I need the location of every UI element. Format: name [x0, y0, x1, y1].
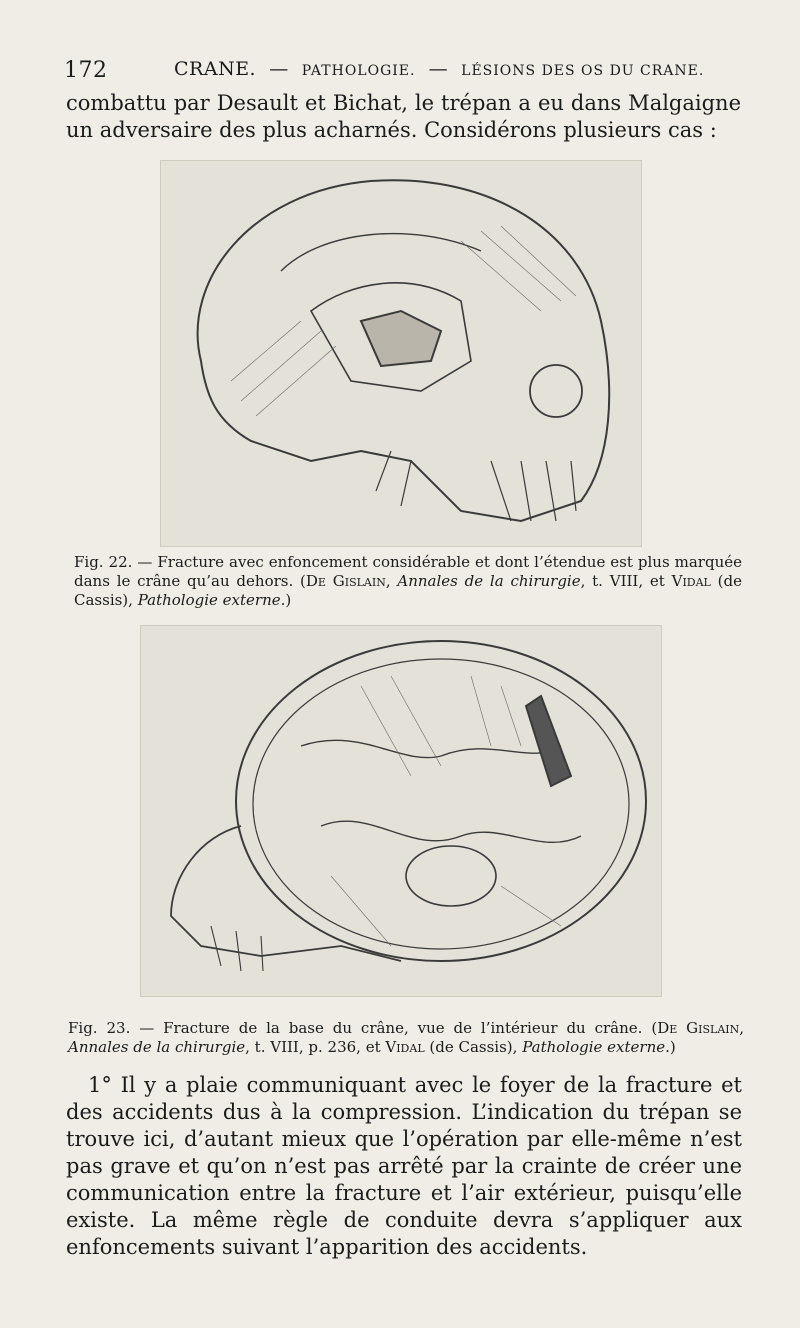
caption-second-author: Vidal	[671, 572, 711, 590]
caption-journal: Annales de la chirurgie	[397, 572, 581, 590]
skull-lateral-illustration	[161, 161, 641, 546]
running-head-separator: —	[428, 58, 449, 80]
figure-22-caption	[74, 553, 742, 610]
running-head-main: CRANE.	[174, 58, 257, 80]
figure-22-skull-lateral	[160, 160, 642, 547]
caption-work: Pathologie externe	[522, 1038, 666, 1056]
caption-work: Pathologie externe	[137, 591, 281, 609]
caption-text: — Fracture avec enfoncement considérable et dont l’étendue est plus marquée dans le crâne qu’au dehors. (	[74, 553, 742, 590]
caption-journal: Annales de la chirurgie	[68, 1038, 246, 1056]
skull-base-illustration	[141, 626, 661, 996]
figure-23-skull-base	[140, 625, 662, 997]
caption-author: De Gislain	[305, 572, 386, 590]
lead-paragraph: combattu par Desault et Bichat, le trépan a eu dans Malgaigne un adversaire des plus acharnés. Considérons plusieurs cas :	[66, 91, 741, 142]
caption-second-author: Vidal	[385, 1038, 425, 1056]
running-header	[64, 58, 744, 84]
running-head-section: PATHOLOGIE.	[301, 63, 416, 79]
caption-separator: ,	[739, 1019, 745, 1037]
running-head	[174, 58, 704, 80]
figure-23-caption	[68, 1019, 744, 1057]
caption-text: — Fracture de la base du crâne, vue de l’intérieur du crâne. (	[139, 1019, 658, 1037]
caption-closing: .)	[665, 1038, 676, 1056]
page-number: 172	[64, 58, 108, 83]
caption-closing: .)	[280, 591, 292, 609]
caption-place: (de Cassis),	[424, 1038, 523, 1056]
caption-volume: , t. VIII, et	[580, 572, 672, 590]
caption-author: De Gislain	[657, 1019, 740, 1037]
figure-label: Fig. 22.	[74, 553, 133, 571]
body-paragraph: 1° Il y a plaie communiquant avec le foyer de la fracture et des accidents dus à la compression. L’indication du trépan se trouve ici, d’autant mieux que l’opération par elle-même n’est pas grave et qu’on n’est pas arrêté par la crainte de créer une communication entre la fracture et l’air extérieur, puisqu’elle existe. La même règle de conduite devra s’appliquer aux enfoncements suivant l’apparition des accidents.	[66, 1073, 742, 1259]
running-head-topic: LÉSIONS DES OS DU CRANE.	[461, 63, 705, 79]
running-head-separator: —	[269, 58, 289, 80]
caption-volume: , t. VIII, p. 236, et	[245, 1038, 386, 1056]
figure-label: Fig. 23.	[68, 1019, 131, 1037]
caption-separator: ,	[385, 572, 398, 590]
caption-place: (de Cassis),	[74, 572, 742, 609]
